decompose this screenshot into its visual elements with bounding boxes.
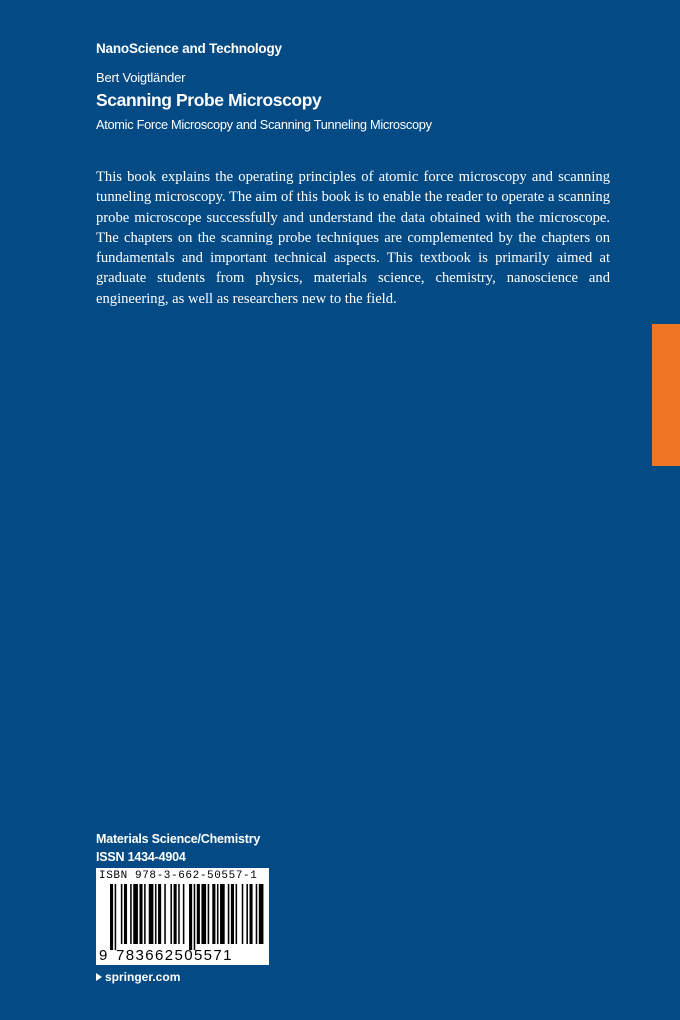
author-name: Bert Voigtländer bbox=[96, 70, 186, 85]
publisher-website[interactable] bbox=[96, 970, 180, 984]
barcode-bar bbox=[236, 884, 238, 944]
barcode-bar bbox=[110, 884, 113, 950]
barcode-bar bbox=[170, 884, 172, 944]
subject-category: Materials Science/Chemistry bbox=[96, 832, 261, 846]
barcode-bar bbox=[259, 884, 264, 944]
barcode-bar bbox=[194, 884, 196, 950]
barcode-bar bbox=[208, 884, 210, 944]
barcode-bar bbox=[183, 884, 185, 944]
barcode-bar bbox=[246, 884, 248, 944]
barcode-bar bbox=[212, 884, 215, 944]
barcode-bar bbox=[201, 884, 206, 944]
barcode-box bbox=[96, 868, 269, 965]
barcode-bar bbox=[178, 884, 180, 944]
barcode-bar bbox=[228, 884, 230, 944]
isbn-label: ISBN 978-3-662-50557-1 bbox=[99, 870, 258, 882]
barcode-bar bbox=[124, 884, 127, 944]
barcode-bar bbox=[149, 884, 154, 944]
issn-number: ISSN 1434-4904 bbox=[96, 850, 186, 864]
ean-digits: 783662505571 bbox=[116, 947, 233, 964]
barcode-bar bbox=[139, 884, 142, 944]
triangle-right-icon bbox=[96, 973, 102, 981]
orange-edge-tab bbox=[652, 324, 680, 466]
series-name: NanoScience and Technology bbox=[96, 41, 282, 56]
barcode-bar bbox=[256, 884, 258, 944]
barcode-bar bbox=[231, 884, 234, 944]
barcode-bar bbox=[217, 884, 219, 944]
website-label: springer.com bbox=[105, 970, 181, 984]
barcode-bar bbox=[250, 884, 253, 944]
barcode-bar bbox=[174, 884, 177, 944]
barcode-bar bbox=[115, 884, 117, 950]
barcode-bar bbox=[189, 884, 192, 950]
barcode-bar bbox=[158, 884, 161, 944]
book-description: This book explains the operating principles of atomic force microscopy and scanning tunneling microscopy. The aim of this book is to enable the reader to operate a scanning probe microscope successfully and understand the data obtained with the microscope. The chapters on the scanning probe techniques are complemented by the chapters on fundamentals and important technical aspects. This textbook is primarily aimed at graduate students from physics, materials science, chemistry, nanoscience and engineering, as well as researchers new to the field. bbox=[96, 169, 610, 307]
ean-first-digit: 9 bbox=[99, 947, 108, 964]
barcode-bars bbox=[96, 884, 269, 950]
barcode-bar bbox=[242, 884, 244, 944]
barcode-bar bbox=[220, 884, 225, 944]
barcode-bar bbox=[155, 884, 157, 944]
barcode-bar bbox=[121, 884, 123, 944]
barcode-bar bbox=[130, 884, 132, 944]
barcode-bar bbox=[133, 884, 138, 944]
book-title: Scanning Probe Microscopy bbox=[96, 90, 322, 110]
barcode-bar bbox=[197, 884, 200, 944]
book-subtitle: Atomic Force Microscopy and Scanning Tunneling Microscopy bbox=[96, 117, 432, 132]
barcode-bar bbox=[164, 884, 166, 944]
barcode-bar bbox=[144, 884, 146, 944]
